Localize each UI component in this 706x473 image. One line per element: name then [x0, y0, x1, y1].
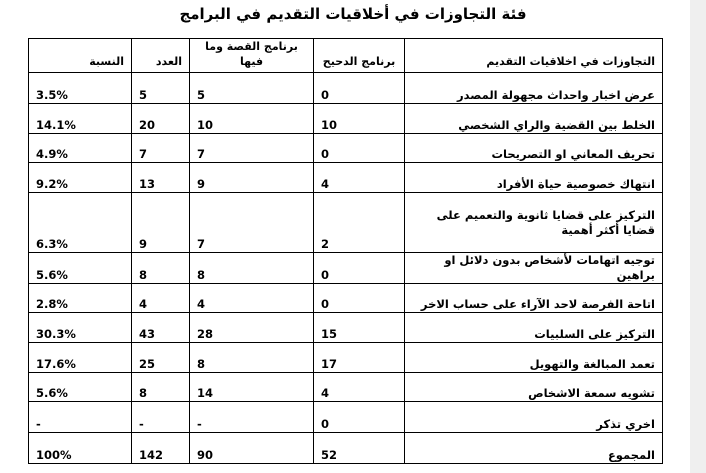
row-category: تحريف المعاني او التصريحات — [405, 134, 663, 163]
row-percent: 5.6% — [29, 253, 132, 284]
row-percent: 30.3% — [29, 313, 132, 343]
table-title: فئة التجاوزات في أخلاقيات التقديم في البرامج — [179, 5, 527, 23]
row-program-2: 10 — [190, 104, 314, 134]
header-row — [29, 39, 663, 73]
row-program-1: 10 — [314, 104, 405, 134]
row-program-2: 5 — [190, 73, 314, 104]
table-row — [29, 253, 663, 284]
row-count: 5 — [132, 73, 190, 104]
row-percent: 17.6% — [29, 343, 132, 373]
row-category: انتهاك خصوصية حياة الأفراد — [405, 163, 663, 193]
row-count: 43 — [132, 313, 190, 343]
row-category: اخري تذكر — [405, 402, 663, 433]
row-program-1: 52 — [314, 433, 405, 464]
row-count: 13 — [132, 163, 190, 193]
row-program-1: 0 — [314, 134, 405, 163]
row-count: 8 — [132, 253, 190, 284]
row-category: المجموع — [405, 433, 663, 464]
row-program-2: 7 — [190, 193, 314, 253]
page-edge — [690, 0, 706, 473]
header-category: التجاوزات في اخلاقيات التقديم — [405, 39, 663, 73]
row-count: 25 — [132, 343, 190, 373]
row-program-1: 15 — [314, 313, 405, 343]
table-row — [29, 163, 663, 193]
row-percent: 4.9% — [29, 134, 132, 163]
header-percent: النسبة — [29, 39, 132, 73]
row-program-1: 2 — [314, 193, 405, 253]
header-program-2: برنامج القصة وما فيها — [190, 39, 314, 73]
row-category: تشويه سمعة الاشخاص — [405, 373, 663, 402]
row-percent: 6.3% — [29, 193, 132, 253]
row-program-1: 0 — [314, 253, 405, 284]
row-percent: - — [29, 402, 132, 433]
row-program-1: 0 — [314, 284, 405, 313]
row-percent: 100% — [29, 433, 132, 464]
row-program-2: 14 — [190, 373, 314, 402]
row-program-2: 90 — [190, 433, 314, 464]
table-row — [29, 343, 663, 373]
row-count: 9 — [132, 193, 190, 253]
row-program-2: 7 — [190, 134, 314, 163]
row-percent: 2.8% — [29, 284, 132, 313]
row-count: 7 — [132, 134, 190, 163]
table-row — [29, 373, 663, 402]
row-category: التركيز على قضايا ثانوية والتعميم على قضايا أكثر أهمية — [405, 193, 663, 253]
row-program-2: 28 — [190, 313, 314, 343]
total-row — [29, 433, 663, 464]
row-category: اتاحة الفرصة لاحد الآراء على حساب الاخر — [405, 284, 663, 313]
row-count: 20 — [132, 104, 190, 134]
row-program-1: 0 — [314, 402, 405, 433]
row-category: التركيز على السلبيات — [405, 313, 663, 343]
row-count: 142 — [132, 433, 190, 464]
row-count: 8 — [132, 373, 190, 402]
row-program-1: 17 — [314, 343, 405, 373]
row-category: الخلط بين القضية والراي الشخصي — [405, 104, 663, 134]
table-row — [29, 104, 663, 134]
row-program-1: 0 — [314, 73, 405, 104]
row-program-2: 9 — [190, 163, 314, 193]
table-row — [29, 73, 663, 104]
row-program-2: - — [190, 402, 314, 433]
header-count: العدد — [132, 39, 190, 73]
table-row — [29, 284, 663, 313]
row-count: - — [132, 402, 190, 433]
table-row — [29, 402, 663, 433]
table-row — [29, 193, 663, 253]
row-category: توجيه اتهامات لأشخاص بدون دلائل او براهين — [405, 253, 663, 284]
row-percent: 3.5% — [29, 73, 132, 104]
row-percent: 9.2% — [29, 163, 132, 193]
row-category: عرض اخبار واحداث مجهولة المصدر — [405, 73, 663, 104]
row-program-2: 4 — [190, 284, 314, 313]
table-row — [29, 134, 663, 163]
row-program-2: 8 — [190, 343, 314, 373]
row-program-2: 8 — [190, 253, 314, 284]
table-row — [29, 313, 663, 343]
header-program-1: برنامج الدحيح — [314, 39, 405, 73]
row-percent: 5.6% — [29, 373, 132, 402]
row-program-1: 4 — [314, 163, 405, 193]
row-program-1: 4 — [314, 373, 405, 402]
data-table — [28, 38, 663, 464]
row-percent: 14.1% — [29, 104, 132, 134]
row-category: تعمد المبالغة والتهويل — [405, 343, 663, 373]
row-count: 4 — [132, 284, 190, 313]
